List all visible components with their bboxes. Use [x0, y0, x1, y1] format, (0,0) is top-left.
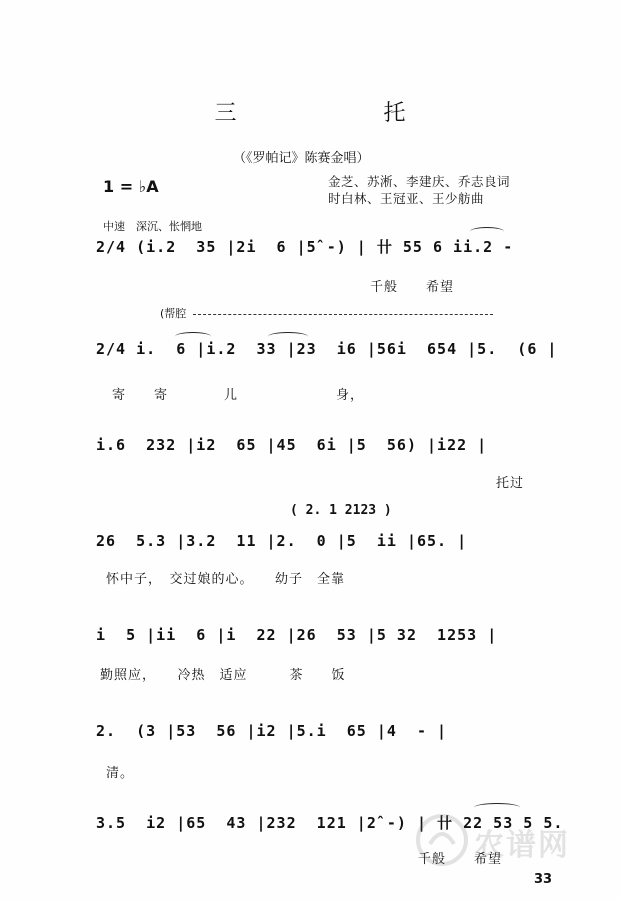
notation-line-1: [96, 236, 570, 264]
bangqiang-dashline: [193, 314, 493, 315]
slur: [470, 227, 504, 236]
lyric-line-2: 寄 寄 儿 身，: [112, 388, 365, 403]
key-signature: 1 = ♭A: [103, 177, 159, 196]
notation-line-3: [96, 436, 570, 464]
watermark-text: 农谱网: [474, 828, 570, 863]
notation-notes: 3.5 i2 |65 43 |232 121 |2̂ -) | 卄 22 53 5 5.: [96, 814, 564, 832]
slur: [175, 332, 211, 341]
lyric-line-4: 怀中子， 交过娘的心。 幼子 全靠: [106, 572, 346, 587]
lyricist-credit: 金芝、苏淅、李建庆、乔志良词: [328, 174, 511, 189]
notation-notes: i.6 232 |i2 65 |45 6i |5 56) |i22 |: [96, 436, 488, 454]
notation-notes: 2/4 i. 6 |i.2 33 |23 i6 |56i 654 |5. (6 |: [96, 340, 558, 358]
lyric-line-3: 托过: [496, 476, 525, 491]
lyric-line-6: 清。: [106, 766, 135, 781]
watermark-logo: [412, 810, 602, 880]
page-number: 33: [534, 872, 553, 887]
tempo-marking: 中速 深沉、怅惘地: [103, 220, 202, 233]
interlude-bracket: ( 2. 1 2123 ): [290, 503, 392, 518]
notation-line-6: [96, 722, 570, 750]
lyric-line-1: 千般 希望: [370, 280, 455, 295]
notation-notes: 2/4 (i.2 35 |2i 6 |5̂ -) | 卄 55 6 ii.2 -: [96, 238, 514, 256]
bangqiang-marking: (帮腔: [160, 307, 187, 320]
slur: [268, 332, 308, 341]
composer-credit: 时白林、王冠亚、王少舫曲: [328, 191, 485, 206]
song-title: 三 托: [214, 101, 476, 126]
notation-notes: i 5 |ii 6 |i 22 |26 53 |5 32 1253 |: [96, 626, 498, 644]
notation-line-4: [96, 532, 570, 560]
lyric-line-7: 千般 希望: [418, 852, 503, 867]
notation-notes: 26 5.3 |3.2 11 |2. 0 |5 ii |65. |: [96, 532, 468, 550]
notation-notes: 2. (3 |53 56 |i2 |5.i 65 |4 - |: [96, 722, 448, 740]
notation-line-5: [96, 626, 570, 654]
lyric-line-5: 勤照应， 冷热 适应 茶 饭: [100, 668, 346, 683]
notation-line-2: [96, 340, 570, 368]
watermark-emblem-icon: [412, 810, 472, 870]
source-note: （《罗帕记》陈赛金唱）: [233, 151, 370, 166]
